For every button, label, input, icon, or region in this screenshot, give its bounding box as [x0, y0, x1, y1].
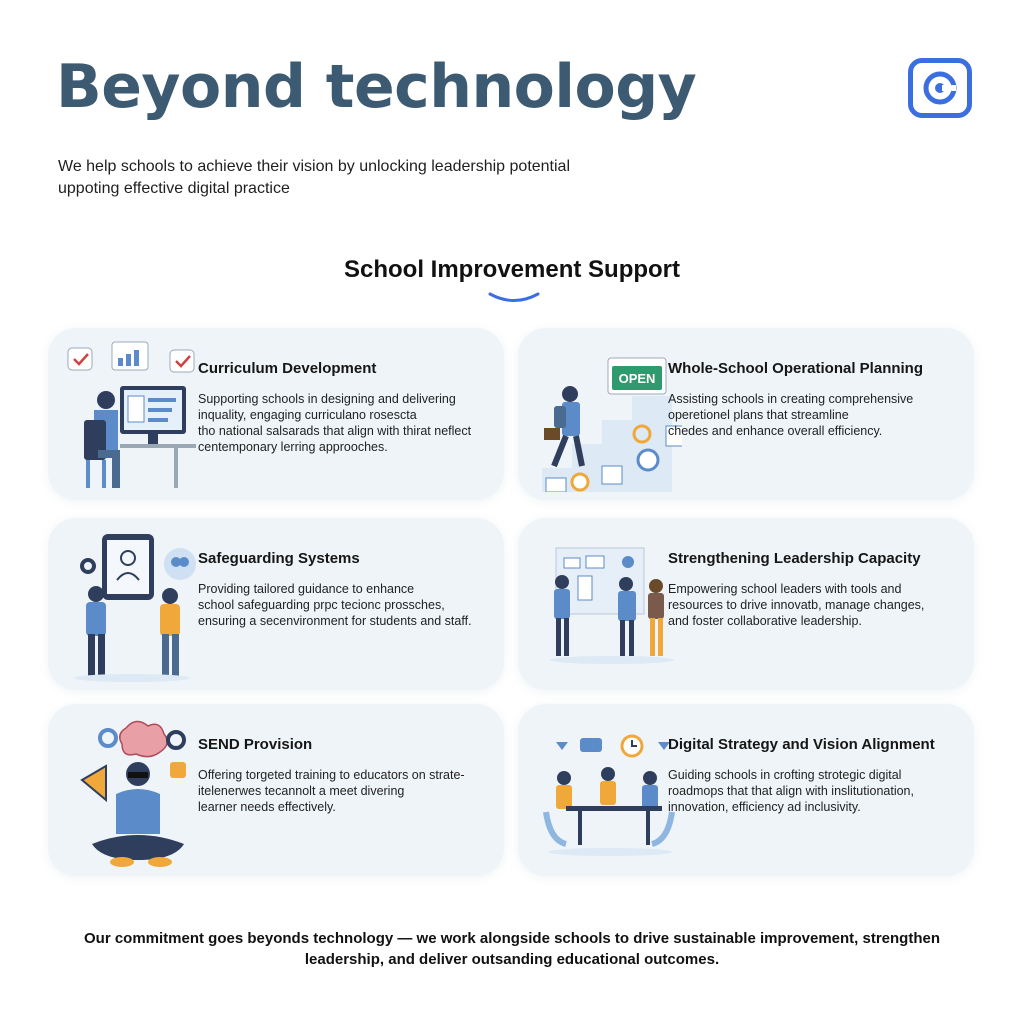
card-desc-line: and foster collaborative leadership.	[668, 614, 862, 628]
footer-commitment	[60, 928, 964, 970]
card-desc-line: operetionel plans that streamline	[668, 408, 849, 422]
card-description	[668, 391, 954, 439]
card-desc-line: Providing tailored guidance to enhance	[198, 582, 415, 596]
page-title: Beyond technology	[56, 52, 697, 122]
card-desc-line: itelenerwes tecannolt a meet divering	[198, 784, 405, 798]
card-desc-line: school safeguarding prpc tecionc prossches,	[198, 598, 445, 612]
tagline-line-2: uppoting effective digital practice	[58, 180, 290, 197]
card-digital-strategy[interactable]	[518, 704, 974, 876]
card-leadership-capacity[interactable]	[518, 518, 974, 690]
card-safeguarding-systems[interactable]	[48, 518, 504, 690]
card-title: Safeguarding Systems	[198, 550, 360, 567]
card-desc-line: tho national salsarads that align with thirat neflect	[198, 424, 472, 438]
card-desc-line: Supporting schools in designing and delivering	[198, 392, 456, 406]
card-title: Curriculum Development	[198, 360, 377, 377]
card-curriculum-development[interactable]	[48, 328, 504, 500]
tagline	[58, 156, 658, 200]
tablet-safeguarding-icon	[62, 526, 212, 682]
card-desc-line: Offering torgeted training to educators on strate-	[198, 768, 465, 782]
card-title: SEND Provision	[198, 736, 313, 753]
card-title: Digital Strategy and Vision Alignment	[668, 736, 935, 753]
card-description	[198, 767, 484, 815]
open-sign-text: OPEN	[618, 371, 656, 386]
card-desc-line: learner needs effectively.	[198, 800, 336, 814]
card-send-provision[interactable]	[48, 704, 504, 876]
footer-line-1: Our commitment goes beyonds technology — we work alongside schools to drive sustainable improvement, strengthen	[84, 930, 940, 947]
card-desc-line: Empowering school leaders with tools and	[668, 582, 902, 596]
card-description	[668, 581, 954, 629]
tagline-line-1: We help schools to achieve their vision by unlocking leadership potential	[58, 158, 571, 175]
card-desc-line: chedes and enhance overall efficiency.	[668, 424, 883, 438]
footer-line-2: leadership, and deliver outsanding educational outcomes.	[304, 951, 720, 968]
card-desc-line: inquality, engaging curriculano rosescta	[198, 408, 417, 422]
card-title: Whole-School Operational Planning	[668, 360, 924, 377]
card-desc-line: centemponary lerring approoches.	[198, 440, 388, 454]
card-description	[668, 767, 954, 815]
card-desc-line: innovation, efficiency ad inclusivity.	[668, 800, 861, 814]
stairs-planning-icon	[532, 336, 682, 492]
section-underline	[488, 291, 540, 305]
person-at-computer-icon	[62, 336, 212, 492]
card-desc-line: Assisting schools in creating comprehensive	[668, 392, 914, 406]
card-title: Strengthening Leadership Capacity	[668, 550, 921, 567]
meeting-table-icon	[532, 712, 682, 868]
section-title: School Improvement Support	[343, 256, 681, 283]
card-desc-line: ensuring a secenvironment for students and staff.	[198, 614, 472, 628]
card-description	[198, 391, 484, 455]
card-desc-line: Guiding schools in crofting strotegic digital	[668, 768, 902, 782]
team-whiteboard-icon	[532, 526, 682, 682]
card-desc-line: resources to drive innovatb, manage changes,	[668, 598, 925, 612]
card-description	[198, 581, 484, 629]
card-operational-planning[interactable]	[518, 328, 974, 500]
brand-logo-icon[interactable]	[908, 58, 972, 118]
card-desc-line: roadmops that that align with inslitutionation,	[668, 784, 914, 798]
thinking-person-icon	[62, 712, 212, 868]
